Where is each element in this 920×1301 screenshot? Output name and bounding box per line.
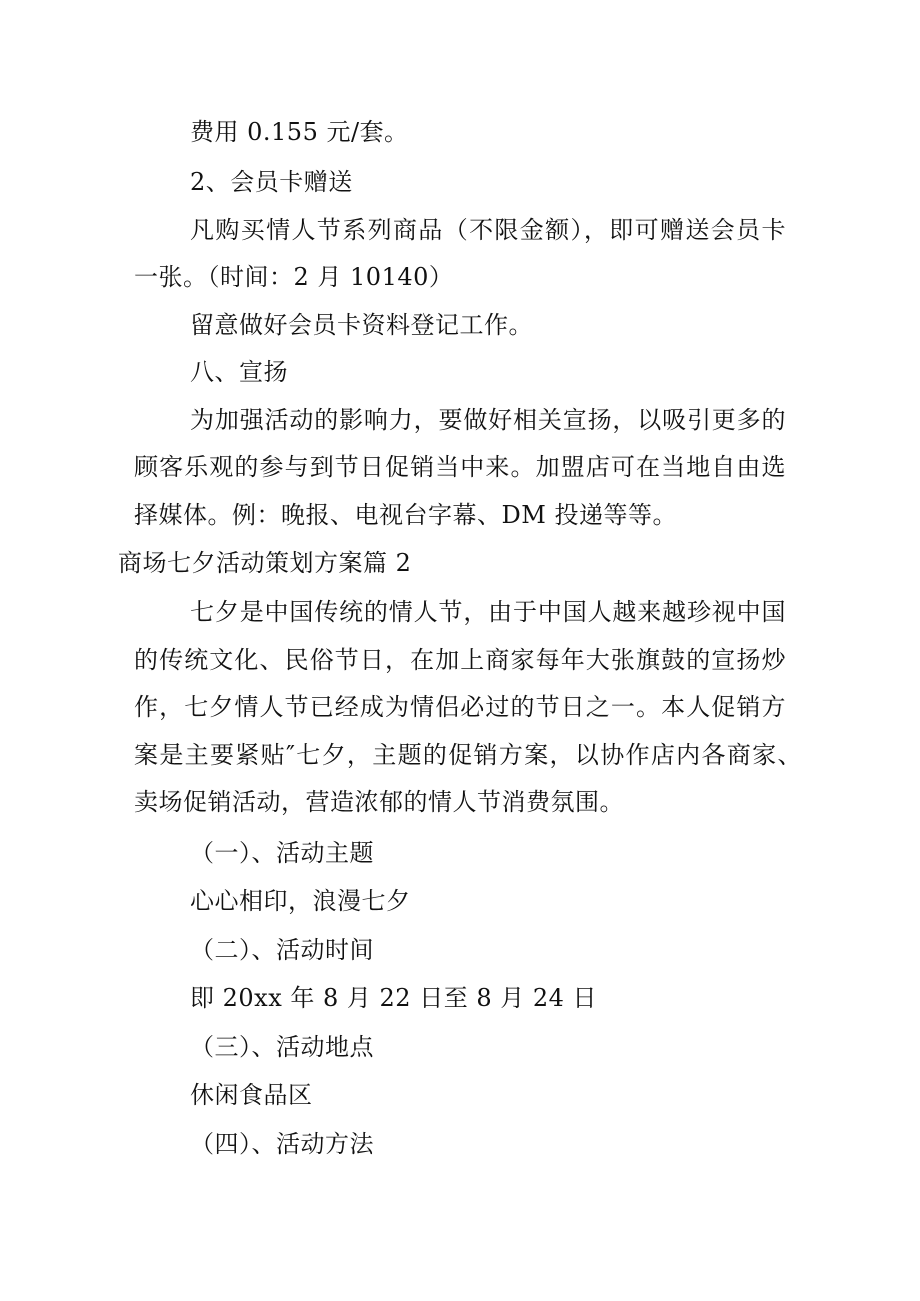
paragraph-line: 七夕是中国传统的情人节，由于中国人越来越珍视中国	[190, 598, 786, 626]
paragraph-line: 顾客乐观的参与到节日促销当中来。加盟店可在当地自由选	[134, 453, 786, 481]
paragraph-line: 凡购买情人节系列商品（不限金额），即可赠送会员卡	[190, 216, 786, 244]
paragraph-line: 卖场促销活动，营造浓郁的情人节消费氛围。	[134, 788, 624, 816]
section-heading-promotion: 八、宣扬	[190, 358, 288, 386]
location-text: 休闲食品区	[190, 1081, 313, 1109]
section-heading-membership-card: 2、会员卡赠送	[190, 168, 353, 196]
section-heading-time: （二）、活动时间	[190, 936, 374, 964]
section-heading-theme: （一）、活动主题	[190, 839, 374, 867]
time-text: 即 20xx 年 8 月 22 日至 8 月 24 日	[190, 984, 598, 1012]
paragraph-line: 作，七夕情人节已经成为情侣必过的节日之一。本人促销方	[134, 693, 786, 721]
section-heading-location: （三）、活动地点	[190, 1033, 374, 1061]
paragraph-line: 的传统文化、民俗节日，在加上商家每年大张旗鼓的宣扬炒	[134, 646, 786, 674]
section-heading-method: （四）、活动方法	[190, 1130, 374, 1158]
paragraph-line: 留意做好会员卡资料登记工作。	[190, 311, 533, 339]
article-title: 商场七夕活动策划方案篇 2	[118, 549, 412, 577]
paragraph-line: 案是主要紧贴″七夕，主题的促销方案，以协作店内各商家、	[134, 741, 802, 769]
cost-line: 费用 0.155 元/套。	[190, 118, 409, 146]
paragraph-line: 择媒体。例：晚报、电视台字幕、DM 投递等等。	[134, 501, 677, 529]
theme-text: 心心相印，浪漫七夕	[190, 887, 411, 915]
paragraph-line: 为加强活动的影响力，要做好相关宣扬，以吸引更多的	[190, 406, 786, 434]
paragraph-line: 一张。（时间：2 月 10140）	[134, 263, 454, 291]
